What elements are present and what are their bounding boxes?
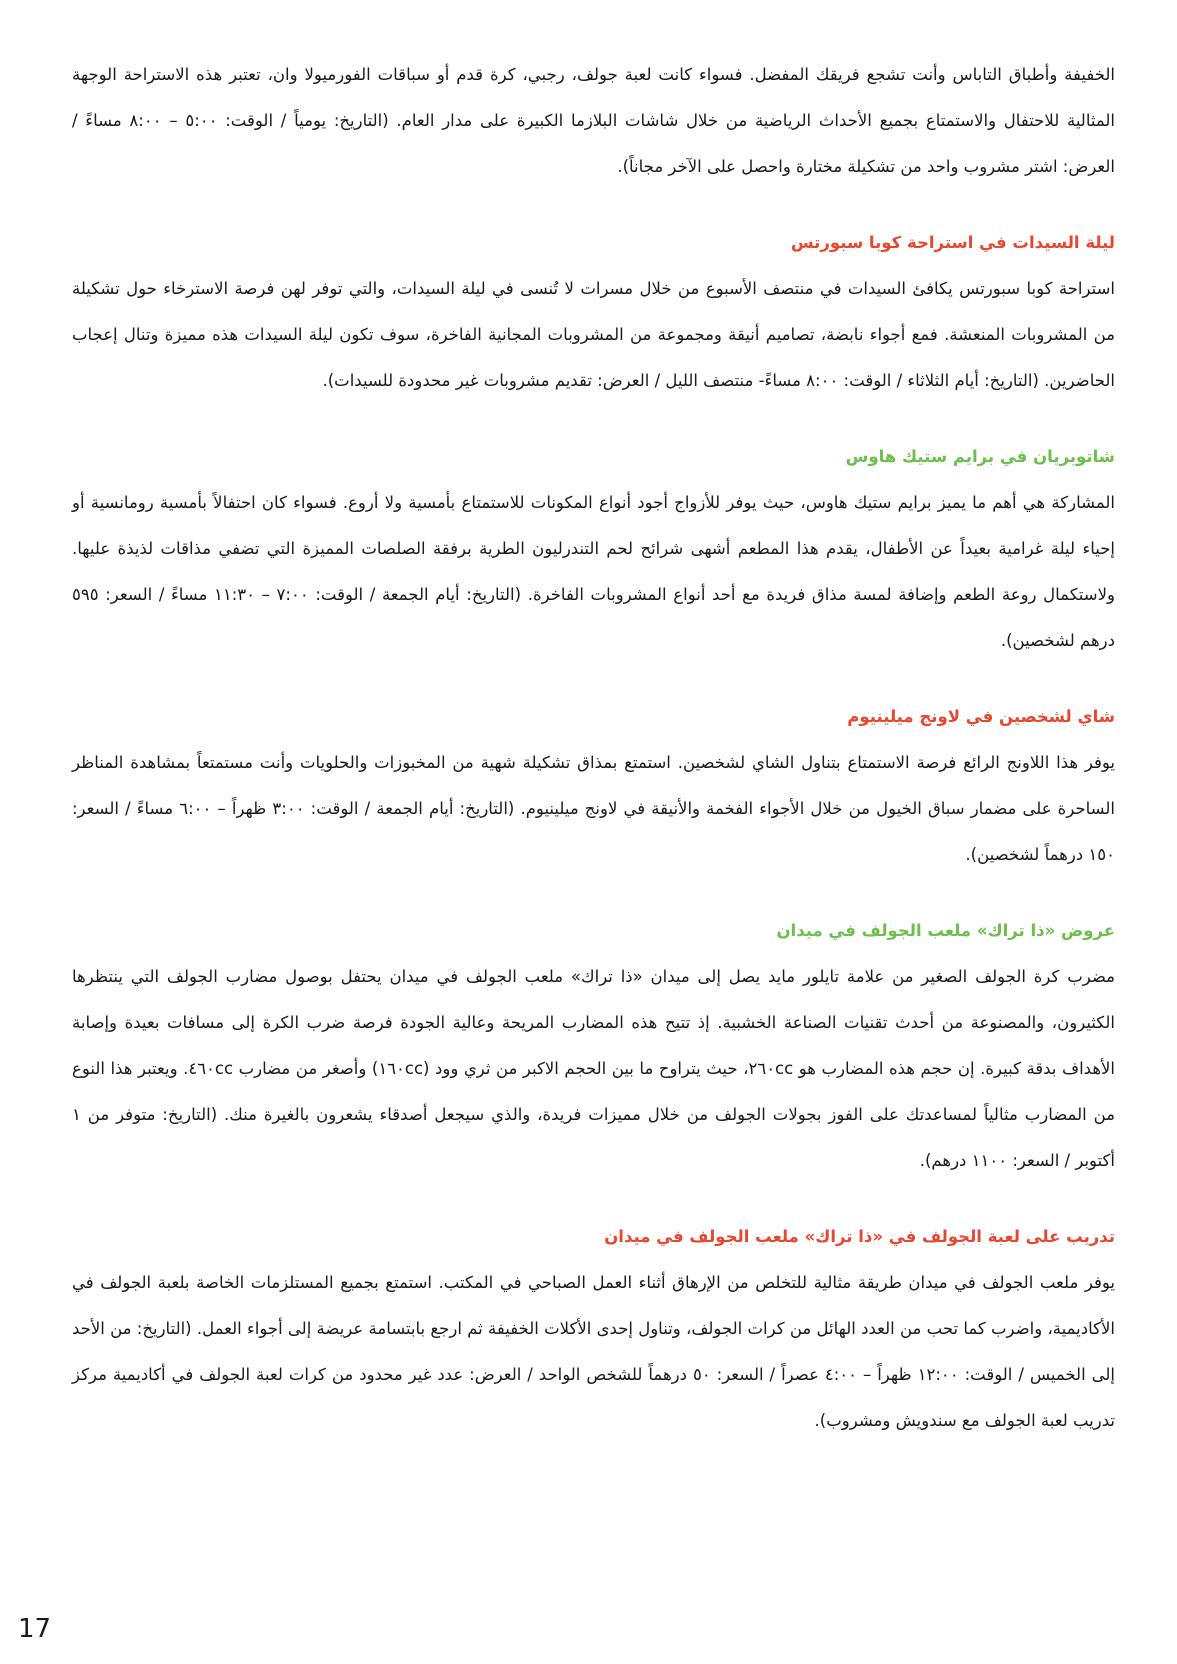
- section-title: شاتوبريان في برايم ستيك هاوس: [845, 447, 1115, 466]
- page-number: 17: [18, 1614, 52, 1644]
- section-chateaubriand: [72, 434, 1115, 664]
- article-content: [72, 52, 1115, 1444]
- section-body: يوفر ملعب الجولف في ميدان طريقة مثالية للتخلص من الإرهاق أثناء العمل الصباحي في المكتب. استمتع بجميع المستلزمات الخاصة بلعبة الجولف في الأكاديمية، واضرب كما تحب من العدد الهائل من كرات الجولف، وتناول إحدى الأكلات الخفيفة ثم ارجع بابتسامة عريضة إلى أجواء العمل. (التاريخ: من الأحد إلى الخميس / الوقت: ١٢:٠٠ ظهراً – ٤:٠٠ عصراً / السعر: ٥٠ درهماً للشخص الواحد / العرض: عدد غير محدود من كرات لعبة الجولف في أكاديمية مركز تدريب لعبة الجولف مع سندويش ومشروب).: [72, 1273, 1115, 1430]
- section-body: استراحة كوبا سبورتس يكافئ السيدات في منتصف الأسبوع من خلال مسرات لا تُنسى في ليلة السيدات، والتي توفر لهن فرصة الاسترخاء حول تشكيلة من المشروبات المنعشة. فمع أجواء نابضة، تصاميم أنيقة ومجموعة من المشروبات المجانية الفاخرة، سوف تكون ليلة السيدات هذه مميزة وتنال إعجاب الحاضرين. (التاريخ: أيام الثلاثاء / الوقت: ٨:٠٠ مساءً- منتصف الليل / العرض: تقديم مشروبات غير محدودة للسيدات).: [72, 279, 1115, 390]
- section-golf-offers: [72, 908, 1115, 1184]
- section-body: المشاركة هي أهم ما يميز برايم ستيك هاوس، حيث يوفر للأزواج أجود أنواع المكونات للاستمتاع بأمسية ولا أروع. فسواء كان احتفالاً بأمسية رومانسية أو إحياء ليلة غرامية بعيداً عن الأطفال، يقدم هذا المطعم أشهى شرائح لحم التندرليون الطرية برفقة الصلصات المميزة التي تضفي مذاقات لذيذة عليها. ولاستكمال روعة الطعم وإضافة لمسة مذاق فريدة مع أحد أنواع المشروبات الفاخرة. (التاريخ: أيام الجمعة / الوقت: ٧:٠٠ – ١١:٣٠ مساءً / السعر: ٥٩٥ درهم لشخصين).: [72, 493, 1115, 650]
- section-body: مضرب كرة الجولف الصغير من علامة تايلور مايد يصل إلى ميدان «ذا تراك» ملعب الجولف في ميدان يحتفل بوصول مضارب الجولف التي ينتظرها الكثيرون، والمصنوعة من أحدث تقنيات الصناعة الخشبية. إذ تتيح هذه المضارب المريحة وعالية الجودة فرصة ضرب الكرة إلى مسافات بعيدة وإصابة الأهداف بدقة كبيرة. إن حجم هذه المضارب هو ٢٦٠cc، حيث يتراوح ما بين الحجم الاكبر من ثري وود (١٦٠cc) وأصغر من مضارب ٤٦٠cc. ويعتبر هذا النوع من المضارب مثالياً لمساعدتك على الفوز بجولات الجولف من خلال مميزات فريدة، والذي سيجعل أصدقاء يشعرون بالغيرة منك. (التاريخ: متوفر من ١ أكتوبر / السعر: ١١٠٠ درهم).: [72, 967, 1116, 1170]
- section-tea-for-two: [72, 694, 1115, 878]
- section-ladies-night: [72, 220, 1115, 404]
- section-title: شاي لشخصين في لاونج ميلينيوم: [847, 707, 1115, 726]
- section-golf-training: [72, 1214, 1115, 1444]
- section-title: تدريب على لعبة الجولف في «ذا تراك» ملعب الجولف في ميدان: [604, 1227, 1115, 1246]
- section-title: عروض «ذا تراك» ملعب الجولف في ميدان: [776, 921, 1115, 940]
- intro-paragraph: الخفيفة وأطباق التاباس وأنت تشجع فريقك المفضل. فسواء كانت لعبة جولف، رجبي، كرة قدم أو سباقات الفورميولا وان، تعتبر هذه الاستراحة الوجهة المثالية للاحتفال والاستمتاع بجميع الأحداث الرياضية من خلال شاشات البلازما الكبيرة على مدار العام. (التاريخ: يومياً / الوقت: ٥:٠٠ – ٨:٠٠ مساءً / العرض: اشتر مشروب واحد من تشكيلة مختارة واحصل على الآخر مجاناً).: [72, 65, 1115, 176]
- section-title: ليلة السيدات في استراحة كوبا سبورتس: [790, 233, 1115, 252]
- section-body: يوفر هذا اللاونج الرائع فرصة الاستمتاع بتناول الشاي لشخصين. استمتع بمذاق تشكيلة شهية من المخبوزات والحلويات وأنت مستمتعاً بمشاهدة المناظر الساحرة على مضمار سباق الخيول من خلال الأجواء الفخمة والأنيقة في لاونج ميلينيوم. (التاريخ: أيام الجمعة / الوقت: ٣:٠٠ ظهراً – ٦:٠٠ مساءً / السعر: ١٥٠ درهماً لشخصين).: [72, 753, 1115, 864]
